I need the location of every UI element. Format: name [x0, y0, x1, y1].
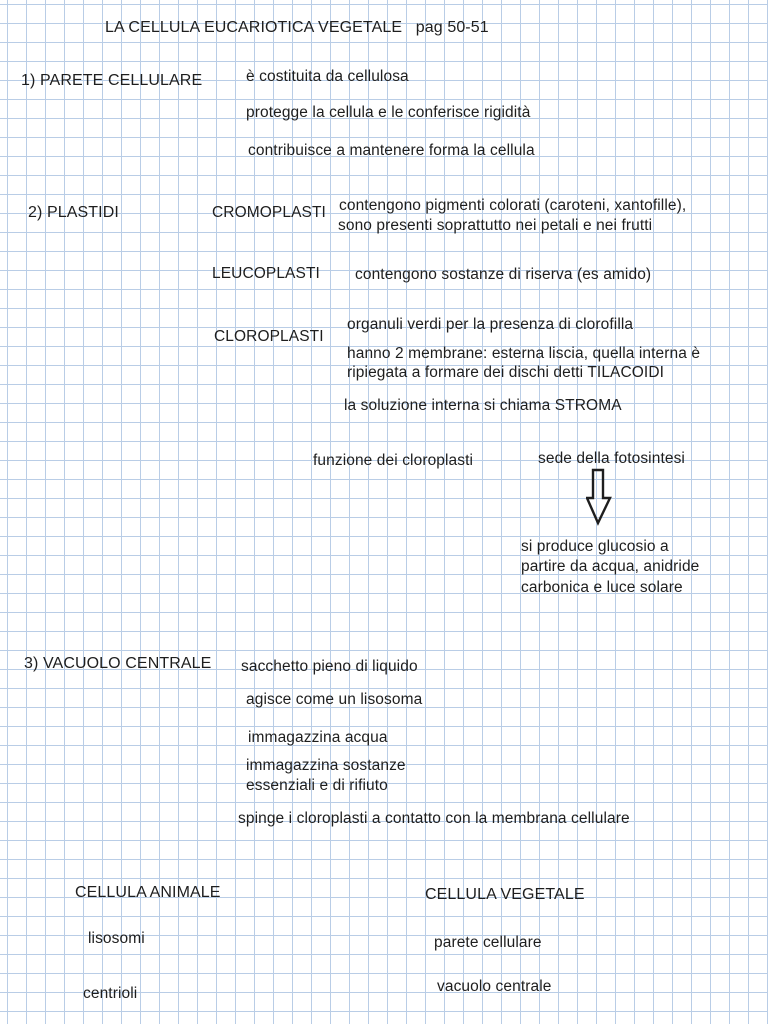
fotosintesi-result-line-1: si produce glucosio a: [521, 538, 669, 555]
vacuolo-line-4a: immagazzina sostanze: [246, 757, 406, 774]
vacuolo-line-2: agisce come un lisosoma: [246, 691, 423, 708]
parete-line-3: contribuisce a mantenere forma la cellula: [248, 142, 535, 159]
page-title: LA CELLULA EUCARIOTICA VEGETALE pag 50-51: [105, 19, 489, 36]
cellula-animale-heading: CELLULA ANIMALE: [75, 884, 221, 901]
section-heading-vacuolo: 3) VACUOLO CENTRALE: [24, 655, 212, 672]
vacuolo-line-5: spinge i cloroplasti a contatto con la membrana cellulare: [238, 810, 630, 827]
vacuolo-line-3: immagazzina acqua: [248, 729, 388, 746]
section-heading-parete: 1) PARETE CELLULARE: [21, 72, 203, 89]
fotosintesi-result-line-3: carbonica e luce solare: [521, 579, 683, 596]
cloroplasti-line-3: ripiegata a formare dei dischi detti TILACOIDI: [347, 364, 665, 381]
leucoplasti-line-1: contengono sostanze di riserva (es amido): [355, 266, 652, 283]
down-arrow-icon: [586, 468, 612, 526]
animale-item-lisosomi: lisosomi: [88, 930, 145, 947]
parete-line-2: protegge la cellula e le conferisce rigidità: [246, 104, 531, 121]
cloroplasti-line-4: la soluzione interna si chiama STROMA: [344, 397, 622, 414]
cloroplasti-line-2: hanno 2 membrane: esterna liscia, quella interna è: [347, 345, 701, 362]
cloroplasti-line-1: organuli verdi per la presenza di clorofilla: [347, 316, 634, 333]
leucoplasti-label: LEUCOPLASTI: [212, 265, 320, 282]
parete-line-1: è costituita da cellulosa: [246, 68, 409, 85]
animale-item-centrioli: centrioli: [83, 985, 138, 1002]
cellula-vegetale-heading: CELLULA VEGETALE: [425, 886, 585, 903]
cloroplasti-label: CLOROPLASTI: [214, 328, 324, 345]
funzione-label: funzione dei cloroplasti: [313, 452, 474, 469]
fotosintesi-result-line-2: partire da acqua, anidride: [521, 558, 700, 575]
funzione-value: sede della fotosintesi: [538, 450, 685, 467]
cromoplasti-label: CROMOPLASTI: [212, 204, 326, 221]
vegetale-item-vacuolo: vacuolo centrale: [437, 978, 552, 995]
vacuolo-line-4b: essenziali e di rifiuto: [246, 777, 388, 794]
cromoplasti-line-1: contengono pigmenti colorati (caroteni, xantofille),: [339, 197, 687, 214]
vegetale-item-parete: parete cellulare: [434, 934, 542, 951]
section-heading-plastidi: 2) PLASTIDI: [28, 204, 119, 221]
cromoplasti-line-2: sono presenti soprattutto nei petali e nei frutti: [338, 217, 653, 234]
vacuolo-line-1: sacchetto pieno di liquido: [241, 658, 418, 675]
